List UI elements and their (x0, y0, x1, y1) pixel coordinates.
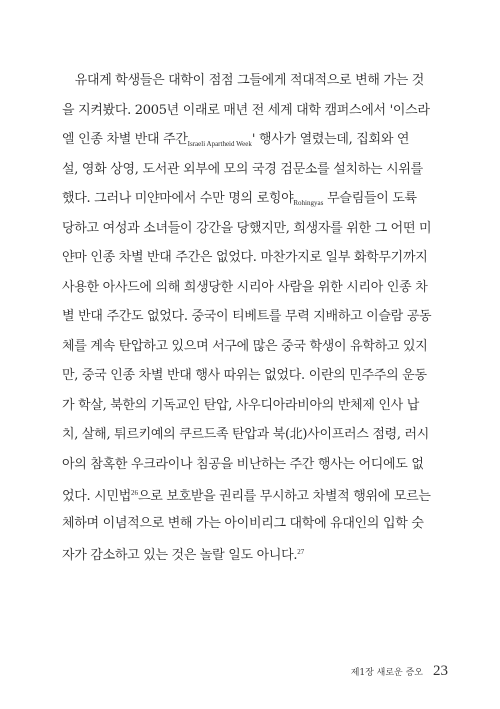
body-text (62, 66, 448, 568)
text-line: 당하고 여성과 소녀들이 강간을 당했지만, 희생자를 위한 그 어떤 미 (62, 220, 432, 236)
text-line: 설, 영화 상영, 도서관 외부에 모의 국경 검문소를 설치하는 시위를 (62, 161, 423, 177)
text-line: 었다. 시민법$^{26}$으로 보호받을 권리를 무시하고 차별적 행위에 모르는 (62, 489, 431, 504)
chapter-title: 제1장 새로운 증오 (350, 668, 423, 678)
text-line: 가 학살, 북한의 기독교인 탄압, 사우디아라비아의 반체제 인사 납 (62, 397, 420, 413)
text-line: 만, 중국 인종 차별 반대 행사 따위는 없었다. 이란의 민주주의 운동 (62, 368, 427, 383)
english-gloss: Israeli Apartheid Week (187, 140, 252, 148)
text-line: 체를 계속 탄압하고 있으며 서구에 많은 중국 학생이 유학하고 있지 (62, 338, 428, 354)
text-line: 아의 참혹한 우크라이나 침공을 비난하는 주간 행사는 어디에도 없 (62, 456, 424, 472)
text-line: 했다. 그러나 미얀마에서 수만 명의 로힝야$_{Rohingyas}$ 무슬림들이 도륙 (62, 191, 417, 207)
text-line: 치, 살해, 튀르키예의 쿠르드족 탄압과 북(北)사이프러스 점령, 러시 (62, 427, 430, 442)
text-line: 엘 인종 차별 반대 주간$_{Israeli Apartheid Week}$' 행사가 열렸는데, 집회와 연 (62, 132, 410, 148)
text-line: 유대계 학생들은 대학이 점점 그들에게 적대적으로 변해 가는 것 (62, 73, 425, 88)
text-line: 자가 감소하고 있는 것은 놀랄 일도 아니다.$^{27}$ (62, 548, 305, 563)
english-gloss: Rohingyas (293, 199, 324, 207)
text-line: 사용한 아사드에 의해 희생당한 시리아 사람을 위한 시리아 인종 차 (62, 279, 428, 295)
page-footer (351, 663, 448, 680)
text-line: 얀마 인종 차별 반대 주간은 없었다. 마찬가지로 일부 화학무기까지 (62, 250, 428, 265)
page-number: 23 (433, 663, 448, 679)
text-line: 체하며 이념적으로 변해 가는 아이비리그 대학에 유대인의 입학 숫 (62, 515, 424, 531)
text-line: 을 지켜봤다. 2005년 이래로 매년 전 세계 대학 캠퍼스에서 '이스라 (62, 102, 430, 118)
text-line: 별 반대 주간도 없었다. 중국이 티베트를 무력 지배하고 이슬람 공동 (62, 309, 432, 324)
footnote-ref[interactable]: 27 (297, 548, 305, 556)
footnote-ref[interactable]: 26 (130, 489, 138, 497)
